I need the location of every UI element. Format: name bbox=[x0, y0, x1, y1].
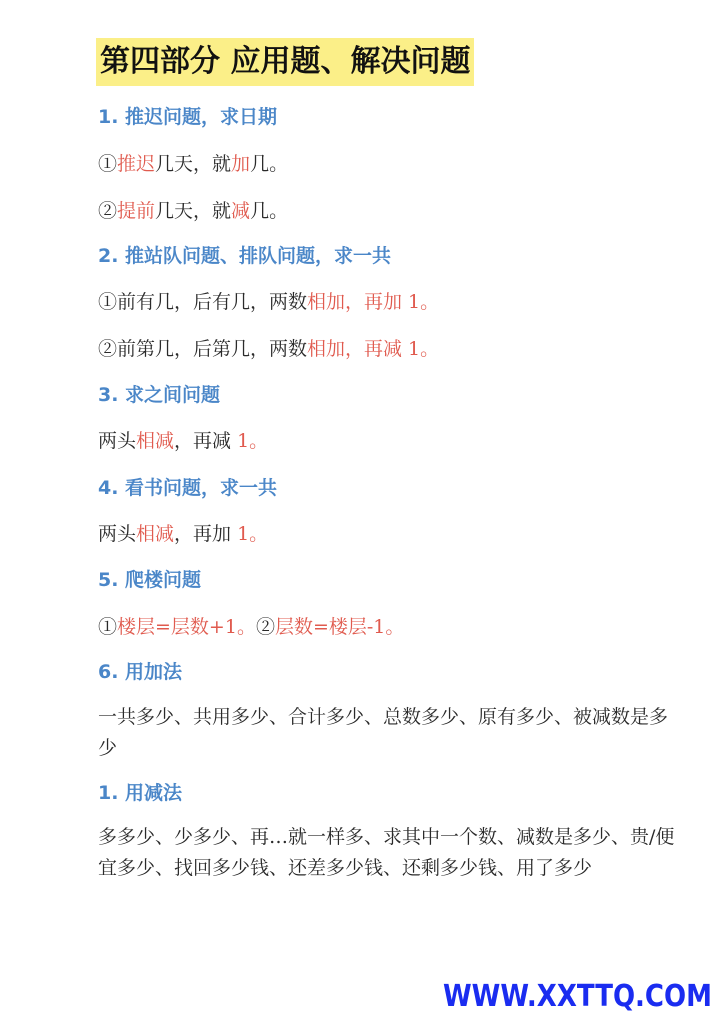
rule-line bbox=[98, 521, 688, 547]
text-run: ① bbox=[98, 616, 118, 638]
text-run: ②前第几，后第几，两数 bbox=[98, 338, 308, 360]
section-heading: 5. 爬楼问题 bbox=[98, 569, 202, 591]
highlight-run: 相加，再加 1。 bbox=[307, 291, 440, 313]
highlight-run: 相减 bbox=[136, 430, 175, 452]
text-run: ① bbox=[98, 153, 118, 175]
rule-line bbox=[98, 151, 688, 177]
text-run: ，再加 bbox=[174, 523, 238, 545]
rule-text bbox=[98, 198, 688, 224]
rule-line bbox=[98, 289, 688, 315]
text-run: 几天，就 bbox=[155, 200, 232, 222]
rule-line bbox=[98, 336, 688, 362]
highlight-run: 1。 bbox=[237, 523, 269, 545]
highlight-run: 相加，再减 1。 bbox=[307, 338, 440, 360]
rule-text bbox=[98, 289, 688, 315]
paragraph-text: 多多少、少多少、再…就一样多、求其中一个数、减数是多少、贵/便宜多少、找回多少钱、还差多少钱、还剩多少钱、用了多少 bbox=[98, 826, 675, 879]
section-heading: 2. 推站队问题、排队问题，求一共 bbox=[98, 245, 392, 267]
section-heading: 1. 推迟问题，求日期 bbox=[98, 106, 278, 128]
site-watermark: WWW.XXTTQ.COM bbox=[443, 979, 712, 1014]
section-queue bbox=[98, 243, 688, 269]
section-heading: 3. 求之间问题 bbox=[98, 384, 221, 406]
paragraph-text: 一共多少、共用多少、合计多少、总数多少、原有多少、被减数是多少 bbox=[98, 706, 669, 759]
section-between bbox=[98, 382, 688, 408]
section-heading: 6. 用加法 bbox=[98, 661, 183, 683]
highlight-run: 减 bbox=[231, 200, 251, 222]
section-stairs bbox=[98, 567, 688, 593]
text-run: 几。 bbox=[250, 200, 289, 222]
highlight-run: 加 bbox=[231, 153, 251, 175]
rule-text bbox=[98, 151, 688, 177]
rule-text bbox=[98, 336, 688, 362]
keyword-paragraph bbox=[98, 702, 686, 764]
text-run: ② bbox=[98, 200, 118, 222]
highlight-run: 层数=楼层-1。 bbox=[274, 616, 405, 638]
text-run: ② bbox=[255, 616, 275, 638]
text-run: 两头 bbox=[98, 430, 137, 452]
highlight-run: 楼层=层数+1。 bbox=[117, 616, 256, 638]
text-run: ，再减 bbox=[174, 430, 238, 452]
highlight-run: 推迟 bbox=[117, 153, 156, 175]
section-heading: 4. 看书问题，求一共 bbox=[98, 477, 278, 499]
highlight-run: 相减 bbox=[136, 523, 175, 545]
rule-text bbox=[98, 614, 688, 640]
rule-line bbox=[98, 428, 688, 454]
keyword-paragraph bbox=[98, 822, 686, 884]
section-reading bbox=[98, 475, 688, 501]
section-delay-date bbox=[98, 104, 688, 130]
rule-line bbox=[98, 198, 688, 224]
text-run: 几。 bbox=[250, 153, 289, 175]
section-subtraction bbox=[98, 780, 688, 806]
highlight-run: 提前 bbox=[117, 200, 156, 222]
page-title: 第四部分 应用题、解决问题 bbox=[96, 38, 474, 86]
highlight-run: 1。 bbox=[237, 430, 269, 452]
text-run: 几天，就 bbox=[155, 153, 232, 175]
rule-line bbox=[98, 614, 688, 640]
rule-text bbox=[98, 428, 688, 454]
rule-text bbox=[98, 521, 688, 547]
section-addition bbox=[98, 659, 688, 685]
section-heading: 1. 用减法 bbox=[98, 782, 183, 804]
text-run: 两头 bbox=[98, 523, 137, 545]
text-run: ①前有几，后有几，两数 bbox=[98, 291, 308, 313]
